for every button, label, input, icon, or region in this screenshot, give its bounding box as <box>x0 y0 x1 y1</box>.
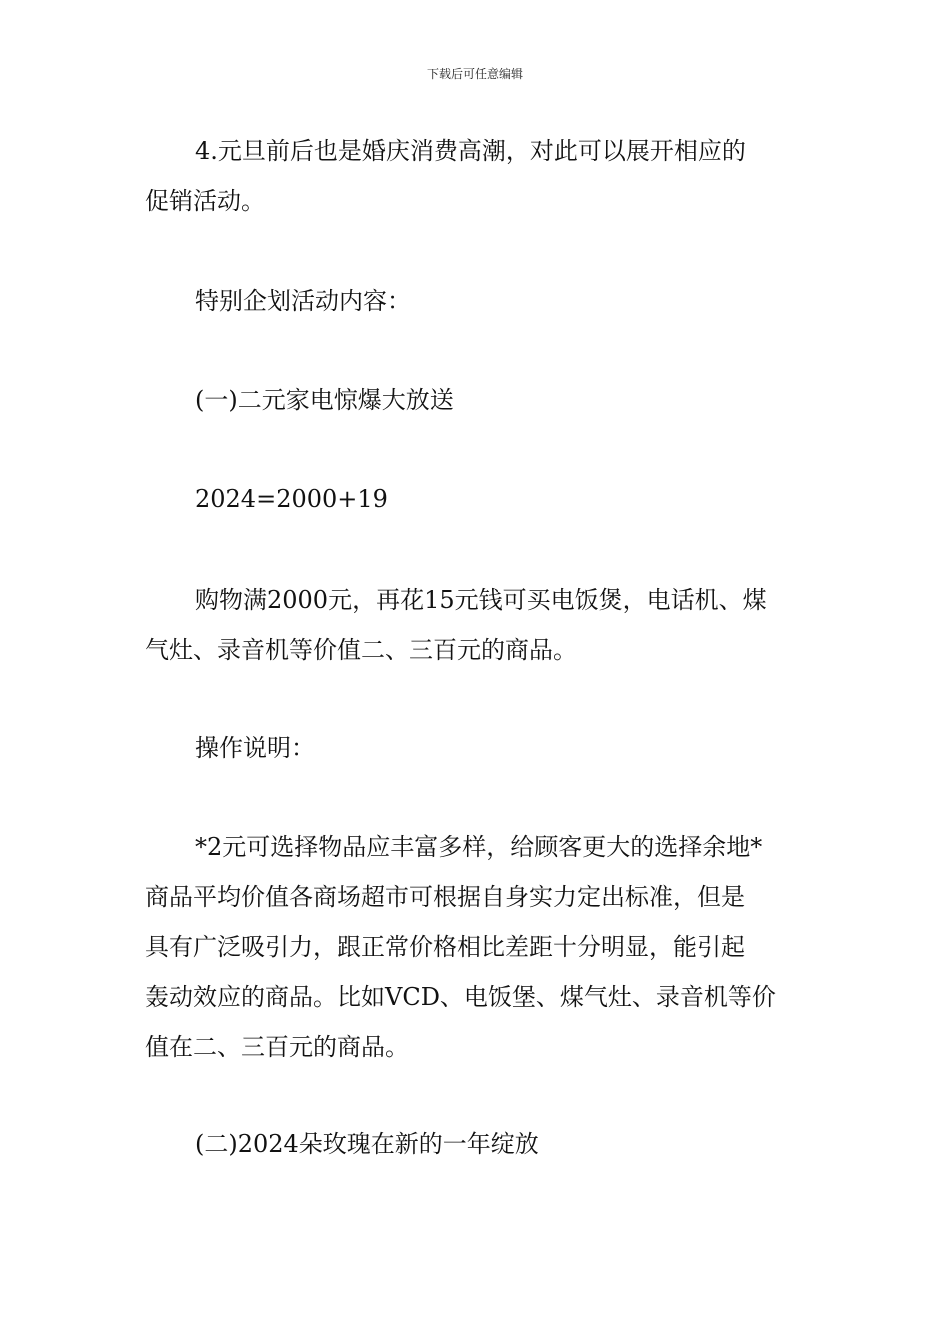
paragraph-line: 具有广泛吸引力，跟正常价格相比差距十分明显，能引起 <box>145 933 745 961</box>
paragraph-new-year-wedding <box>145 126 810 226</box>
paragraph-operation-details <box>145 822 810 1072</box>
formula-line: 2024=2000+19 <box>195 485 388 513</box>
paragraph-line: 商品平均价值各商场超市可根据自身实力定出标准，但是 <box>145 883 745 911</box>
paragraph-line: 促销活动。 <box>145 187 265 215</box>
paragraph-line: 气灶、录音机等价值二、三百元的商品。 <box>145 636 577 664</box>
heading-special-plan: 特别企划活动内容： <box>195 287 411 315</box>
paragraph-line: 值在二、三百元的商品。 <box>145 1033 409 1061</box>
paragraph-line: 4.元旦前后也是婚庆消费高潮，对此可以展开相应的 <box>195 137 746 165</box>
paragraph-line: *2元可选择物品应丰富多样，给顾客更大的选择余地* <box>195 833 763 861</box>
page-header: 下载后可任意编辑 <box>426 67 523 81</box>
paragraph-line: 购物满2000元，再花15元钱可买电饭煲，电话机、煤 <box>195 586 767 614</box>
heading-section-one: (一)二元家电惊爆大放送 <box>195 386 454 414</box>
heading-section-two: (二)2024朵玫瑰在新的一年绽放 <box>195 1130 539 1158</box>
paragraph-purchase-offer <box>145 575 810 675</box>
heading-operation-notes: 操作说明： <box>195 734 315 762</box>
paragraph-line: 轰动效应的商品。比如VCD、电饭堡、煤气灶、录音机等价 <box>145 983 776 1011</box>
